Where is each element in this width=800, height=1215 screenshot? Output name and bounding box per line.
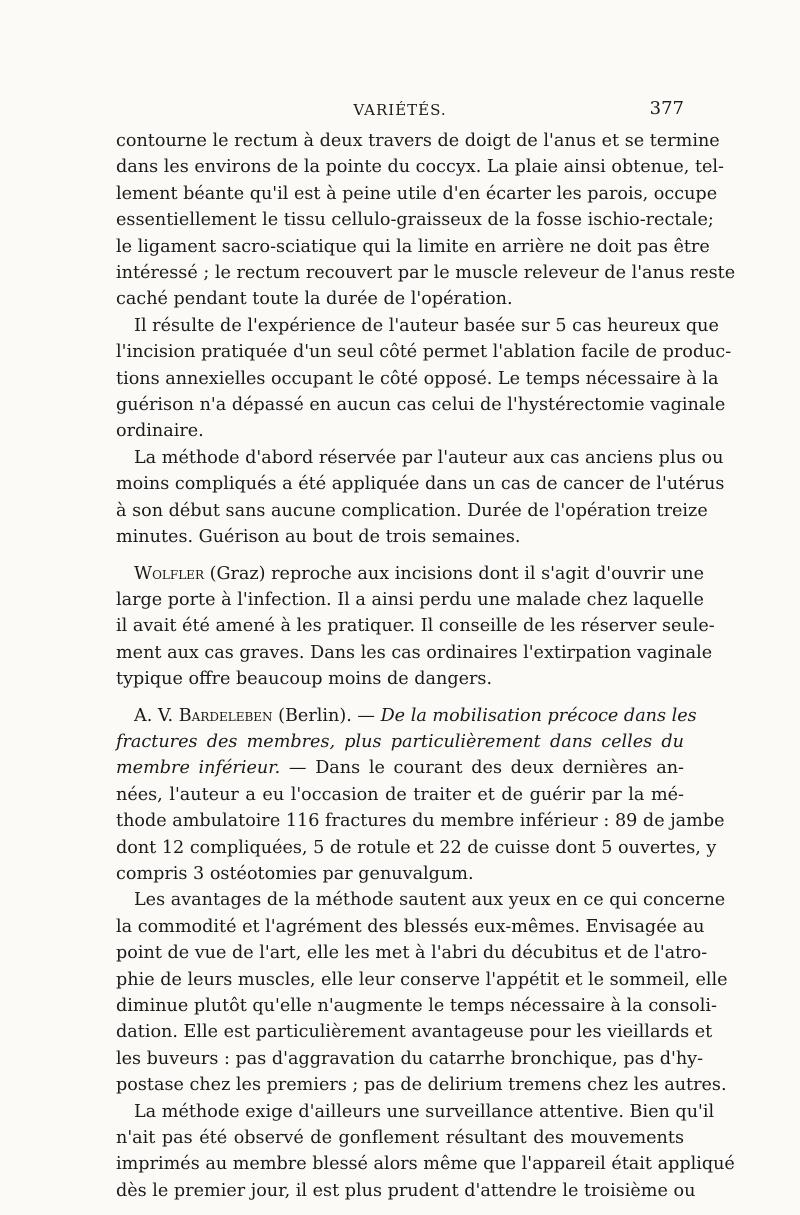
text-run: point de vue de l'art, elle les met à l'abri du décubitus et de l'atro- <box>116 943 708 964</box>
text-run: A. V. <box>134 705 179 726</box>
text-run: La méthode d'abord réservée par l'auteur aux cas anciens plus ou <box>134 447 724 468</box>
text-run: — Dans le courant des deux dernières an- <box>280 758 684 779</box>
text-line <box>116 914 705 940</box>
text-run: il avait été amené à les pratiquer. Il conseille de les réserver seule- <box>116 616 715 637</box>
text-line <box>116 181 718 207</box>
text-line <box>116 755 684 781</box>
text-run: thode ambulatoire 116 fractures du membre inférieur : 89 de jambe <box>116 811 725 832</box>
text-line <box>116 207 714 233</box>
text-line <box>116 808 725 834</box>
paragraph <box>116 445 725 551</box>
text-run: dans les environs de la pointe du coccyx. La plaie ainsi obtenue, tel- <box>116 157 724 178</box>
text-line <box>116 260 736 286</box>
text-run: postase chez les premiers ; pas de delirium tremens chez les autres. <box>116 1075 727 1096</box>
paragraph <box>116 561 715 693</box>
text-run: dation. Elle est particulièrement avantageuse pour les vieillards et <box>116 1022 713 1043</box>
paragraph <box>116 887 728 1098</box>
text-run: ment aux cas graves. Dans les cas ordinaires l'extirpation vaginale <box>116 642 713 663</box>
text-line <box>116 835 717 861</box>
text-line <box>116 887 726 913</box>
text-line <box>116 666 684 692</box>
text-line <box>116 1125 684 1151</box>
text-line <box>116 286 684 312</box>
article-title: De la mobilisation précoce dans les <box>380 705 697 726</box>
text-run: large porte à l'infection. Il a ainsi perdu une malade chez laquelle <box>116 589 704 610</box>
text-line <box>116 418 684 444</box>
text-run: typique offre beaucoup moins de dangers. <box>116 669 493 690</box>
text-line <box>116 524 684 550</box>
article-title: membre inférieur. <box>116 758 281 779</box>
text-run: diminue plutôt qu'elle n'augmente le temps nécessaire à la consoli- <box>116 996 717 1016</box>
text-line <box>116 339 732 365</box>
text-line <box>116 940 708 966</box>
text-run: le ligament sacro-sciatique qui la limite en arrière ne doit pas être <box>116 236 710 257</box>
text-line <box>116 1099 715 1125</box>
running-head: VARIÉTÉS. <box>353 101 447 119</box>
text-run: les buveurs : pas d'aggravation du catarrhe bronchique, pas d'hy- <box>116 1048 704 1069</box>
text-line <box>116 498 708 524</box>
text-run: La méthode exige d'ailleurs une surveillance attentive. Bien qu'il <box>134 1101 715 1122</box>
paragraph <box>116 128 736 313</box>
text-run: dont 12 compliquées, 5 de rotule et 22 de cuisse dont 5 ouvertes, y <box>116 837 717 858</box>
text-line <box>116 1072 727 1098</box>
paragraph <box>116 703 725 888</box>
text-run: dès le premier jour, il est plus prudent d'attendre le troisième ou <box>116 1180 696 1201</box>
text-run: tions annexielles occupant le côté opposé. Le temps nécessaire à la <box>116 368 719 389</box>
text-line <box>116 703 697 729</box>
page-number: 377 <box>649 98 684 119</box>
text-run: phie de leurs muscles, elle leur conserve l'appétit et le sommeil, elle <box>116 969 728 990</box>
text-line <box>116 993 717 1019</box>
text-line <box>116 587 704 613</box>
text-run: nées, l'auteur a eu l'occasion de traiter et de guérir par la mé- <box>116 784 684 805</box>
text-line <box>116 861 684 887</box>
text-run: (Graz) reproche aux incisions dont il s'agit d'ouvrir une <box>203 563 705 584</box>
text-line <box>116 613 715 639</box>
text-line <box>116 967 728 993</box>
text-run: guérison n'a dépassé en aucun cas celui de l'hystérectomie vaginale <box>116 395 726 416</box>
text-line <box>116 1019 713 1045</box>
text-line <box>116 154 724 180</box>
text-line <box>116 782 684 808</box>
text-line <box>116 234 710 260</box>
text-run: Il résulte de l'expérience de l'auteur basée sur 5 cas heureux que <box>134 315 719 336</box>
paragraph <box>116 313 732 445</box>
paragraph-gap <box>116 693 684 703</box>
text-line <box>116 366 719 392</box>
text-line <box>116 640 713 666</box>
text-run: l'incision pratiquée d'un seul côté permet l'ablation facile de produc- <box>116 342 732 363</box>
paragraph-gap <box>116 551 684 561</box>
text-line <box>116 1178 696 1204</box>
text-run: ordinaire. <box>116 421 204 442</box>
text-line <box>116 471 725 497</box>
text-run: n'ait pas été observé de gonflement résultant des mouvements <box>116 1128 684 1149</box>
text-run: imprimés au membre blessé alors même que l'appareil était appliqué <box>116 1154 735 1175</box>
page-header <box>116 98 684 124</box>
text-line <box>116 729 684 755</box>
text-run: la commodité et l'agrément des blessés eux-mêmes. Envisagée au <box>116 916 705 937</box>
text-line <box>116 1151 735 1177</box>
text-run: intéressé ; le rectum recouvert par le muscle releveur de l'anus reste <box>116 263 736 284</box>
text-run: caché pendant toute la durée de l'opération. <box>116 289 513 310</box>
text-run: lement béante qu'il est à peine utile d'en écarter les parois, occupe <box>116 183 718 204</box>
text-run: essentiellement le tissu cellulo-graisseux de la fosse ischio-rectale; <box>116 210 714 231</box>
text-line <box>116 1046 704 1072</box>
text-line <box>116 313 719 339</box>
page-body <box>116 128 736 1204</box>
text-run: (Berlin). — <box>272 705 381 726</box>
text-line <box>116 392 726 418</box>
text-run: à son début sans aucune complication. Durée de l'opération treize <box>116 500 708 521</box>
text-line <box>116 445 724 471</box>
text-run: contourne le rectum à deux travers de doigt de l'anus et se termine <box>116 131 720 151</box>
article-title: fractures des membres, plus particulièrement dans celles du <box>116 731 684 752</box>
text-run: moins compliqués a été appliquée dans un cas de cancer de l'utérus <box>116 474 725 495</box>
paragraph <box>116 1099 735 1205</box>
author-name: Wolfler <box>134 563 204 584</box>
text-line <box>116 128 720 154</box>
author-name: Bardeleben <box>178 705 273 726</box>
text-run: Les avantages de la méthode sautent aux yeux en ce qui concerne <box>134 890 726 911</box>
text-line <box>116 561 705 587</box>
text-run: minutes. Guérison au bout de trois semaines. <box>116 527 521 548</box>
text-run: compris 3 ostéotomies par genuvalgum. <box>116 863 474 884</box>
